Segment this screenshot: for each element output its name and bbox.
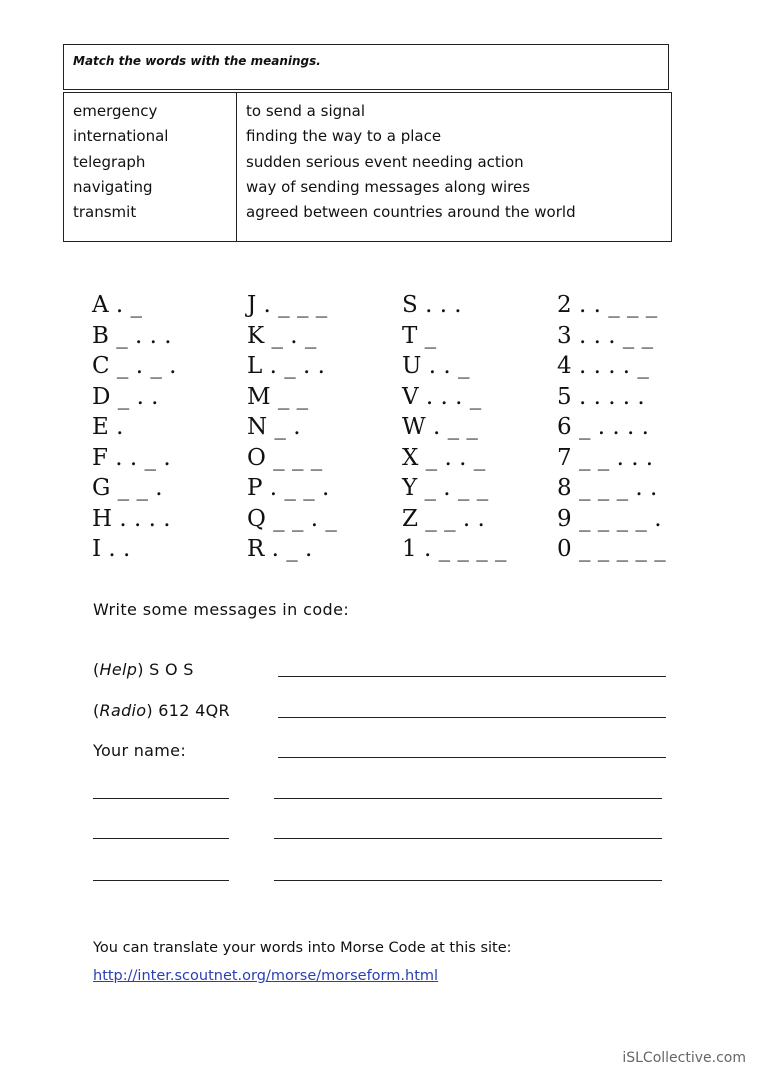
matching-table [63, 92, 672, 242]
morse-entry: 5 . . . . . [557, 383, 645, 410]
word-item: telegraph [73, 152, 146, 171]
morse-entry: U . . _ [402, 353, 470, 379]
morse-entry: L . _ . . [247, 353, 325, 379]
morse-entry: 1 . _ _ _ _ [402, 536, 507, 562]
morse-column-3 [402, 290, 507, 565]
instructions-text: Match the words with the meanings. [73, 54, 321, 68]
blank-word-line-1[interactable] [93, 798, 229, 799]
morse-entry: T _ [402, 322, 437, 349]
morse-entry: 2 . . _ _ _ [557, 292, 658, 318]
your-name-label: Your name: [93, 741, 187, 760]
morse-column-1 [92, 290, 176, 565]
write-section-title: Write some messages in code: [93, 600, 350, 619]
morse-entry: W . _ _ [402, 414, 478, 440]
meaning-item: agreed between countries around the world [246, 203, 576, 222]
word-item: transmit [73, 203, 137, 222]
meaning-item: to send a signal [246, 102, 365, 120]
blank-code-line-1[interactable] [274, 798, 662, 799]
morse-entry: E . [92, 414, 124, 440]
morse-entry: D _ . . [92, 383, 159, 410]
word-item: international [73, 127, 169, 146]
blank-code-line-3[interactable] [274, 880, 662, 881]
answer-line-name[interactable] [278, 757, 666, 758]
morse-entry: G _ _ . [92, 475, 163, 501]
morse-entry: 9 _ _ _ _ . [557, 505, 662, 532]
example-radio-word: Radio [99, 701, 147, 720]
morse-entry: C _ . _ . [92, 353, 177, 379]
morse-entry: 8 _ _ _ . . [557, 475, 658, 501]
morse-entry: F . . _ . [92, 444, 171, 471]
morse-entry: S . . . [402, 292, 462, 318]
meaning-item: finding the way to a place [246, 127, 442, 146]
morse-entry: 6 _ . . . . [557, 414, 649, 440]
example-help-word: Help [99, 660, 138, 679]
example-help: (Help) S O S [93, 660, 194, 679]
morse-entry: P . _ _ . [247, 475, 330, 501]
meaning-item: way of sending messages along wires [246, 177, 531, 196]
example-radio: (Radio) 612 4QR [93, 701, 230, 720]
answer-line-help[interactable] [278, 676, 666, 677]
morse-entry: J . _ _ _ [247, 292, 328, 318]
morse-site-link[interactable]: http://inter.scoutnet.org/morse/morseform.html [93, 968, 439, 984]
morse-entry: K _ . _ [247, 322, 317, 349]
morse-entry: N _ . [247, 414, 301, 440]
morse-entry: Y _ . _ _ [402, 475, 489, 501]
morse-entry: H . . . . [92, 505, 171, 532]
morse-entry: Z _ _ . . [402, 505, 485, 532]
morse-entry: 0 _ _ _ _ _ [557, 536, 666, 562]
morse-entry: X _ . . _ [402, 444, 486, 471]
blank-word-line-2[interactable] [93, 838, 229, 839]
morse-entry: Q _ _ . _ [247, 505, 337, 532]
morse-column-2 [247, 290, 337, 565]
morse-entry: 4 . . . . _ [557, 353, 649, 379]
meaning-item: sudden serious event needing action [246, 152, 524, 171]
blank-word-line-3[interactable] [93, 880, 229, 881]
words-column [73, 99, 168, 225]
morse-entry: B _ . . . [92, 322, 172, 349]
footer-note: You can translate your words into Morse Code at this site: [93, 940, 512, 956]
morse-entry: R . _ . [247, 536, 313, 562]
morse-entry: 3 . . . _ _ [557, 322, 654, 349]
word-item: emergency [73, 102, 158, 120]
table-divider [236, 93, 237, 241]
word-item: navigating [73, 177, 153, 196]
morse-entry: M _ _ [247, 383, 309, 410]
morse-column-4 [557, 290, 666, 565]
blank-code-line-2[interactable] [274, 838, 662, 839]
example-help-code: S O S [143, 660, 194, 679]
morse-entry: 7 _ _ . . . [557, 444, 654, 471]
morse-entry: O _ _ _ [247, 444, 323, 471]
watermark: iSLCollective.com [622, 1050, 746, 1066]
example-radio-code: 612 4QR [152, 701, 230, 720]
morse-entry: A . _ [92, 292, 143, 318]
answer-line-radio[interactable] [278, 717, 666, 718]
instructions-box [63, 44, 669, 90]
morse-entry: V . . . _ [402, 383, 482, 410]
morse-entry: I . . [92, 536, 131, 562]
meanings-column [246, 99, 576, 225]
